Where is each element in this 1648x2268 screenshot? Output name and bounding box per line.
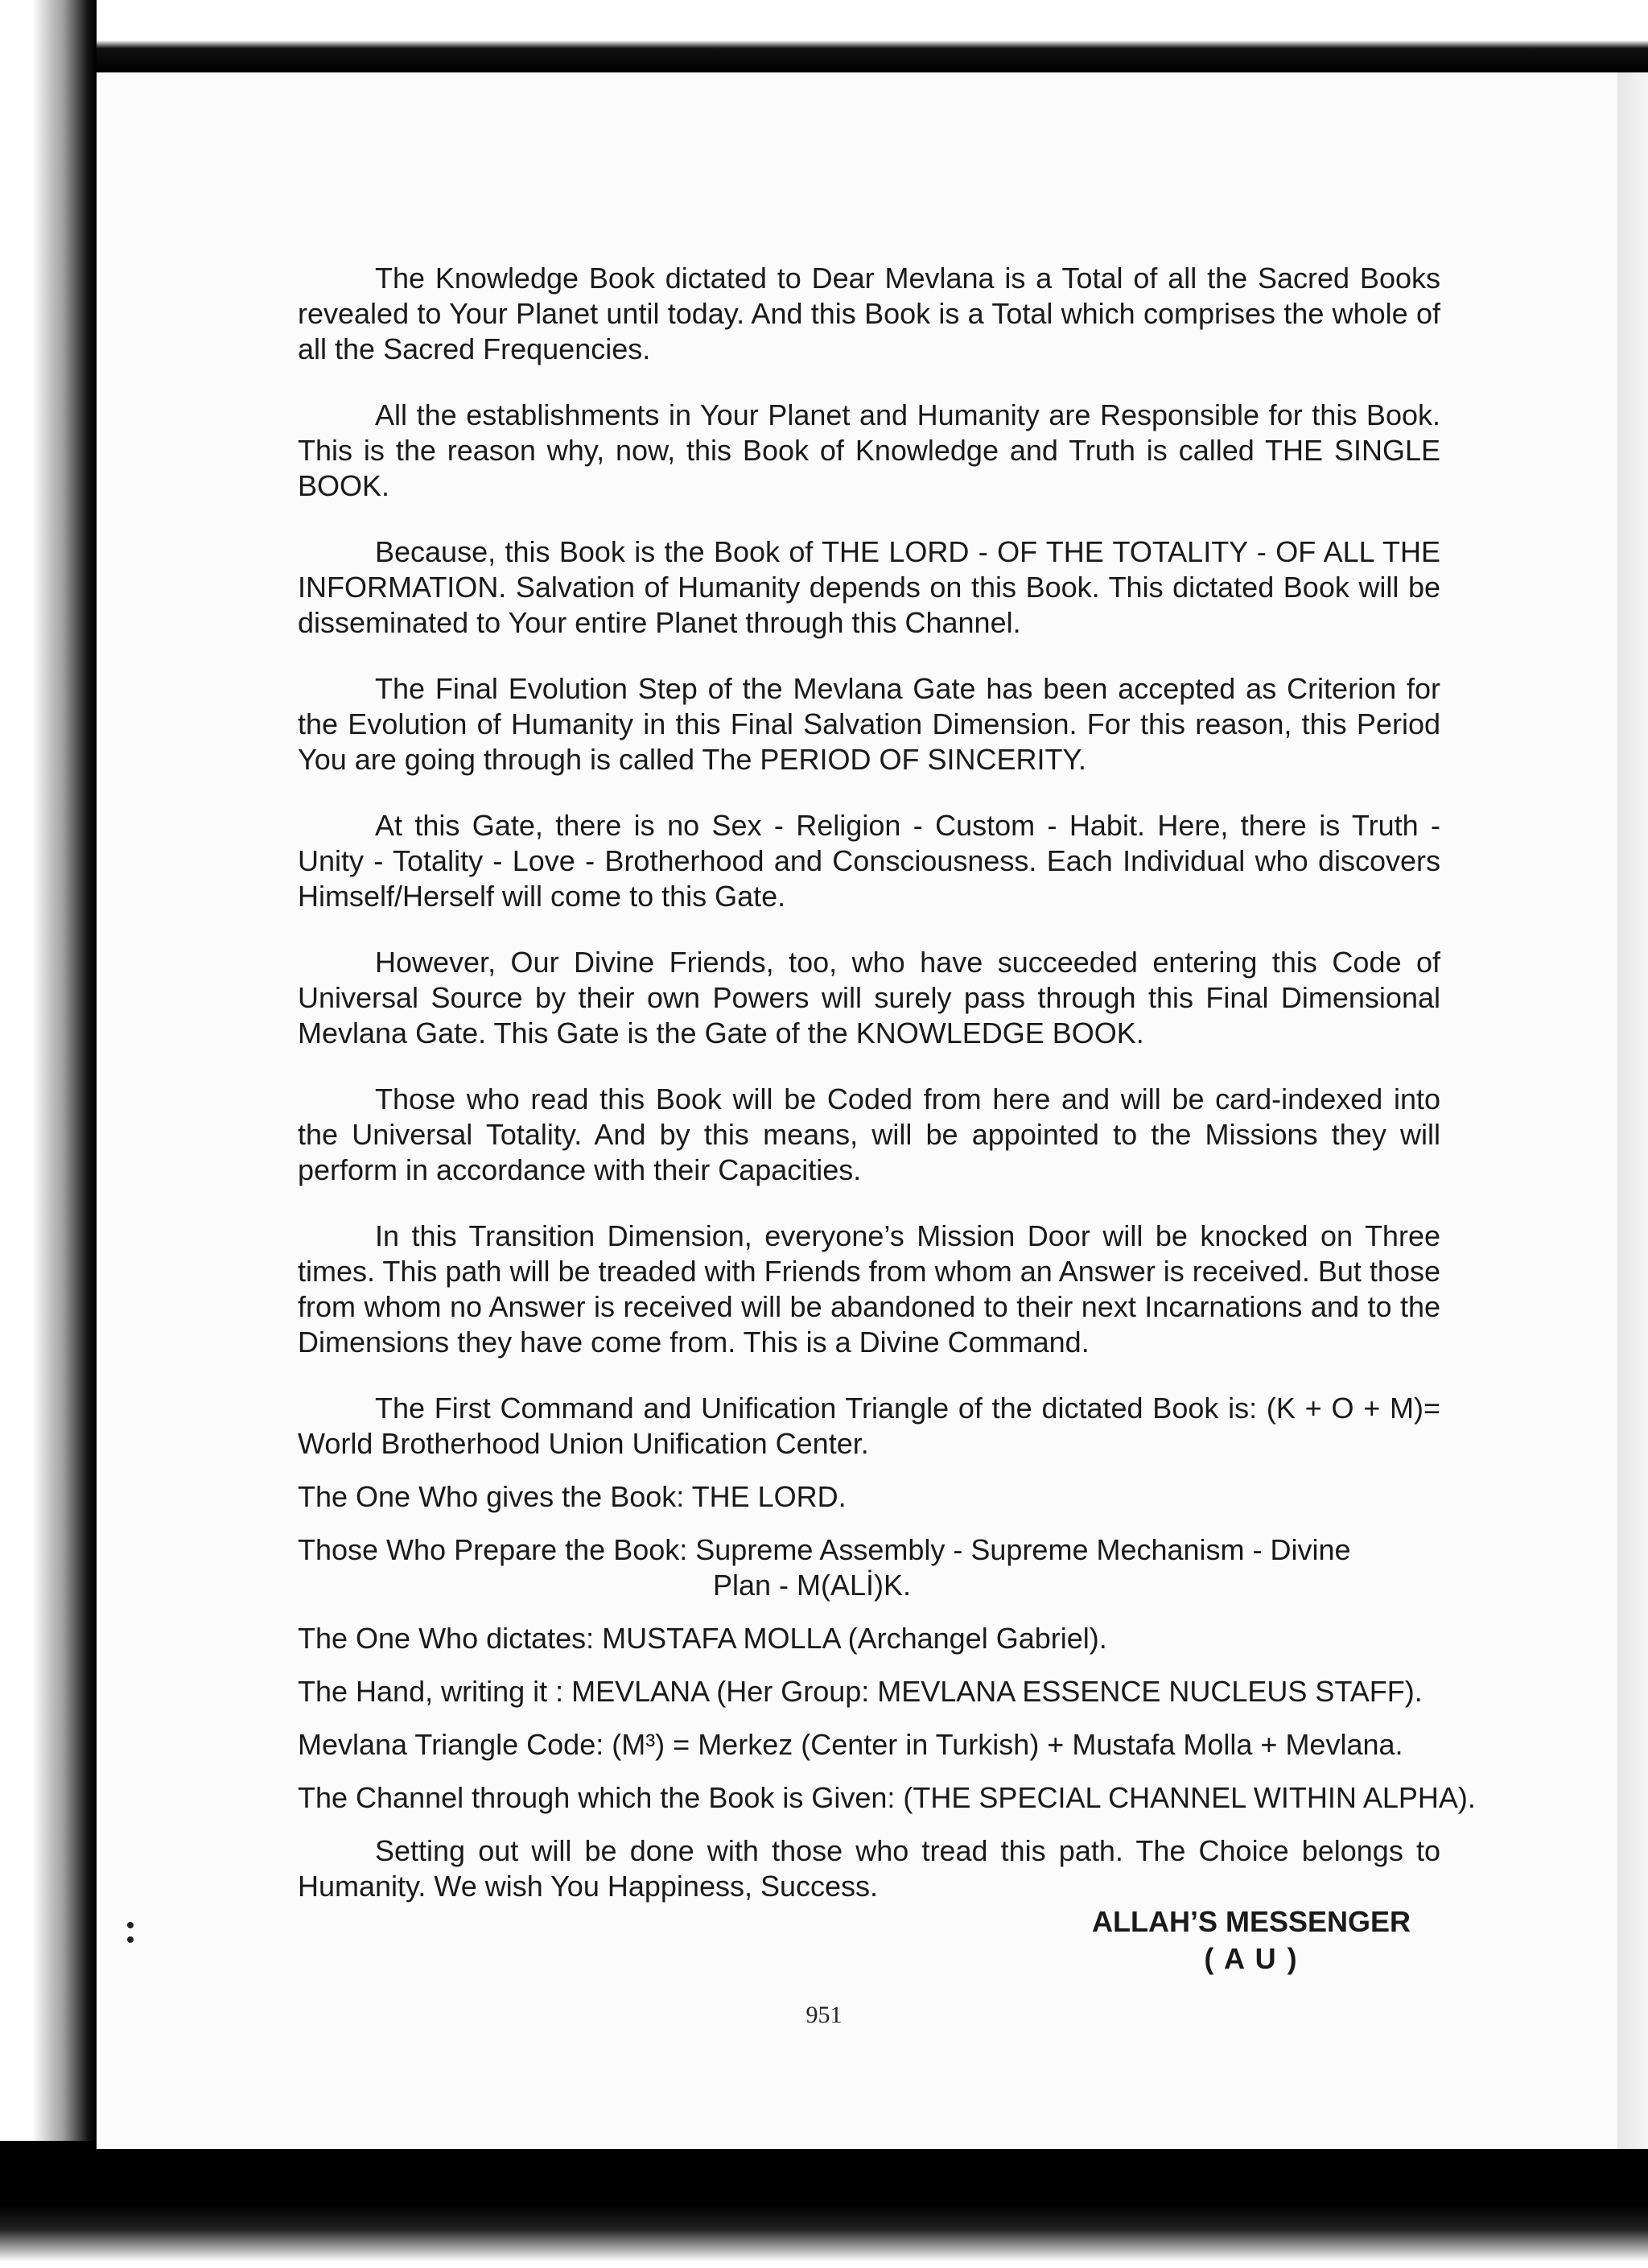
paragraph: The Final Evolution Step of the Mevlana Gate has been accepted as Criterion for the Evolution of Humanity in this Final Salvation Dimension. For this reason, this Period You are going through is called The PERIOD OF SINCERITY. bbox=[298, 672, 1440, 776]
scan-left-border bbox=[0, 0, 97, 2268]
book-preparers-continued: Plan - M(ALİ)K. bbox=[713, 1569, 912, 1602]
channel-line: The Channel through which the Book is Given: (THE SPECIAL CHANNEL WITHIN ALPHA). bbox=[298, 1781, 1476, 1814]
paragraph: However, Our Divine Friends, too, who have succeeded entering this Code of Universal Source by their own Powers will surely pass through this Final Dimensional Mevlana Gate. This Gate is the Gate of the KNOWLEDGE BOOK. bbox=[298, 946, 1440, 1049]
paragraph: Those who read this Book will be Coded from here and will be card-indexed into the Universal Totality. And by this means, will be appointed to the Missions they will perform in accordance with their Capacities. bbox=[298, 1082, 1440, 1186]
paragraph: The First Command and Unification Triangle of the dictated Book is: (K + O + M)= World Brotherhood Union Unification Center. bbox=[298, 1392, 1440, 1460]
closing-paragraph: Setting out will be done with those who tread this path. The Choice belongs to Humanity. We wish You Happiness, Success. bbox=[298, 1834, 1440, 1903]
book-dictator-line: The One Who dictates: MUSTAFA MOLLA (Archangel Gabriel). bbox=[298, 1622, 1107, 1655]
paragraph: The Knowledge Book dictated to Dear Mevlana is a Total of all the Sacred Books revealed to Your Planet until today. And this Book is a Total which comprises the whole of all the Sacred Frequencies. bbox=[298, 262, 1440, 365]
margin-dot bbox=[127, 1936, 134, 1943]
book-preparers-line: Those Who Prepare the Book: Supreme Assembly - Supreme Mechanism - Divine bbox=[298, 1533, 1351, 1566]
writing-hand-line: The Hand, writing it : MEVLANA (Her Group: MEVLANA ESSENCE NUCLEUS STAFF). bbox=[298, 1675, 1423, 1708]
signature-name: ALLAH’S MESSENGER bbox=[1091, 1905, 1411, 1938]
signature-abbreviation: ( A U ) bbox=[1204, 1942, 1299, 1975]
book-giver-line: The One Who gives the Book: THE LORD. bbox=[298, 1480, 847, 1513]
paragraph: Because, this Book is the Book of THE LORD - OF THE TOTALITY - OF ALL THE INFORMATION. Salvation of Humanity depends on this Book. This dictated Book will be disseminated to Your entire Planet through this Channel. bbox=[298, 535, 1440, 639]
scan-bottom-border bbox=[0, 2141, 1648, 2268]
paragraph: In this Transition Dimension, everyone’s Mission Door will be knocked on Three times. This path will be treaded with Friends from whom an Answer is received. But those from whom no Answer is received will be abandoned to their next Incarnations and to the Dimensions they have come from. This is a Divine Command. bbox=[298, 1219, 1440, 1359]
scan-top-border bbox=[0, 0, 1648, 72]
page-right-edge bbox=[1617, 72, 1648, 2149]
paragraph: All the establishments in Your Planet and Humanity are Responsible for this Book. This is the reason why, now, this Book of Knowledge and Truth is called THE SINGLE BOOK. bbox=[298, 398, 1440, 502]
page-number: 951 bbox=[805, 2002, 843, 2028]
body-text bbox=[298, 261, 1476, 1904]
triangle-code-line: Mevlana Triangle Code: (M³) = Merkez (Center in Turkish) + Mustafa Molla + Mevlana. bbox=[298, 1728, 1403, 1761]
margin-dot bbox=[127, 1922, 134, 1928]
paragraph: At this Gate, there is no Sex - Religion - Custom - Habit. Here, there is Truth - Unity - Totality - Love - Brotherhood and Consciousness. Each Individual who discovers Himself/Herself will come to this Gate. bbox=[298, 809, 1440, 913]
